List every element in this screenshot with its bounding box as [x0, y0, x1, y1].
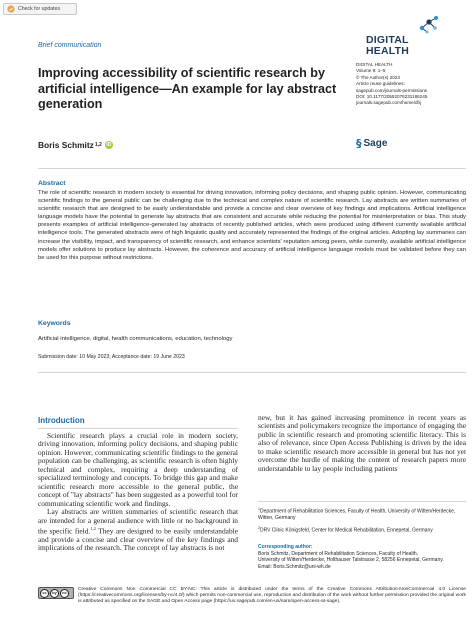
author-name: Boris Schmitz	[38, 140, 94, 150]
corresponding-author	[258, 551, 466, 570]
body-column-right	[258, 414, 466, 473]
journal-logo-line1: DIGITAL	[366, 34, 409, 46]
network-molecule-icon	[418, 14, 440, 34]
corresponding-author-email[interactable]: Email: Boris.Schmitz@uni-wh.de	[258, 563, 331, 570]
intro-paragraph-2	[38, 508, 238, 553]
check-for-updates-button[interactable]	[3, 3, 77, 15]
cc-by-nc-badge[interactable]	[38, 587, 74, 599]
check-for-updates-label: Check for updates	[18, 6, 61, 12]
corresponding-author-label: Corresponding author:	[258, 544, 313, 550]
affiliation-2	[258, 525, 466, 534]
publisher-logo	[356, 137, 387, 150]
check-for-updates-icon	[7, 5, 15, 13]
submission-dates: Submission date: 10 May 2023; Acceptance date: 19 June 2023	[38, 354, 185, 360]
keywords-text: Artificial intelligence, digital, health communications, education, technology	[38, 336, 233, 342]
corresponding-author-address: University of Witten/Herdecke, Holthauser Talstrasse 2, 58256 Ennepetal, Germany.	[258, 557, 444, 564]
affiliation-1-number: 1	[258, 507, 260, 511]
footnote-divider	[258, 501, 466, 502]
affiliation-2-number: 2	[258, 526, 260, 530]
sage-icon: §	[356, 137, 362, 150]
journal-meta	[356, 62, 466, 107]
intro-paragraph-1: Scientific research plays a crucial role in modern society, driving innovation, informing policy decisions, and shaping public opinion. However, communicating scientific findings to the general population can be challenging, as scientific research is often highly technical and complex, requiring a deep understanding of specialized terminology and concepts. To bridge this gap and make scientific research more accessible to the general public, the concept of "lay abstracts" has been suggested as a powerful tool for communicating scientific work and findings.	[38, 431, 238, 508]
cc-icon: cc	[40, 589, 49, 598]
license-text: Creative Commons Non Commercial CC BY-NC: This article is distributed under the terms of the Creative Commons Attribution-NonCommercial 4.0 License (https://creativecommons.org/licenses/by-nc/4.0/) which permits non-commercial use, reproduction and distribution of the work without further permission provided the original work is attributed as specified on the SAGE and Open Access page (https://us.sagepub.com/en-us/nam/open-access-at-sage).	[78, 587, 466, 605]
divider	[38, 372, 466, 373]
journal-logo	[366, 14, 446, 57]
journal-home-link[interactable]: journals.sagepub.com/home/dhj	[356, 100, 422, 106]
abstract-text: The role of scientific research in modern society is essential for driving innovation, informing policy decisions, and shaping public opinion. However, communicating scientific findings to the general public can be challenging due to the technical and complex nature of scientific research. Lay abstracts are written summaries of scientific research that are designed to be easily understandable and provide a concise and clear overview of key findings and implications. Artificial intelligence language models have the potential to generate lay abstracts that are consistent and accurate while reducing the potential for misinterpretation or bias. This study presents examples of artificial intelligence-generated lay abstracts of recently published articles, which were produced using different currently available artificial intelligence tools. The generated abstracts were of high linguistic quality and accurately represented the findings of the original articles. Adopting lay summaries can increase the visibility, impact, and transparency of scientific research, and enhance scientists' reputation among peers, while currently, available artificial intelligence models offer solutions to produce lay abstracts. However, the coherence and accuracy of artificial intelligence language models must be validated before they can be used for this purpose without restrictions.	[38, 190, 466, 261]
by-icon: by	[50, 589, 59, 598]
publisher-name: Sage	[363, 138, 388, 149]
intro-paragraph-continued: new, but it has gained increasing prominence in recent years as scientists and policymakers recognize the importance of engaging the public in scientific research and promoting scientific literacy. This is also of relevance, since Open Access Publishing is driven by the idea to make scientific research more accessible in general but has not yet overcome the hurdle of making the content of research papers more understandable to lay people including patients	[258, 413, 466, 473]
abstract-heading: Abstract	[38, 180, 66, 187]
journal-logo-line2: HEALTH	[366, 45, 410, 57]
author	[38, 140, 113, 150]
article-type: Brief communication	[38, 42, 102, 49]
keywords-heading: Keywords	[38, 320, 71, 327]
citation-ref[interactable]: 1,2	[90, 525, 96, 531]
introduction-heading: Introduction	[38, 416, 85, 425]
journal-name: DIGITAL HEALTH	[356, 62, 393, 67]
permissions-link[interactable]: sagepub.com/journals-permissions	[356, 87, 427, 93]
affiliation-2-text: DRV Clinic Königsfeld, Center for Medical Rehabilitation, Ennepetal, Germany	[259, 527, 433, 534]
article-title: Improving accessibility of scientific research by artificial intelligence—An example for lay abstract generation	[38, 66, 337, 111]
affiliation-1	[258, 506, 466, 521]
heading-underline	[38, 428, 238, 429]
reuse-label: Article reuse guidelines:	[356, 81, 405, 87]
copyright: © The Author(s) 2023	[356, 74, 400, 80]
affiliation-1-text: Department of Rehabilitation Sciences, Faculty of Health, University of Witten/Herdecke, Witten, Germany	[258, 508, 456, 521]
doi-link[interactable]: DOI: 10.1177/20552076231186245	[356, 94, 428, 100]
author-affiliations: 1,2	[94, 142, 102, 148]
orcid-icon[interactable]: iD	[106, 142, 112, 148]
intro-paragraph-2-start: Lay abstracts are written summaries of scientific research that are intended for a general audience with little or no background in the specific field.	[38, 507, 238, 536]
body-column-left	[38, 432, 238, 553]
corresponding-author-name: Boris Schmitz, Department of Rehabilitation Sciences, Faculty of Health,	[258, 551, 419, 557]
journal-volume: Volume 9: 1–5	[356, 68, 386, 74]
divider	[38, 168, 466, 169]
nc-icon: nc	[60, 589, 69, 598]
intro-paragraph-2-end: They are designed to be easily understandable and provide a concise and clear overview of the key findings and implications of the research. The concept of lay abstracts is not	[38, 526, 238, 553]
license-block	[38, 587, 466, 605]
